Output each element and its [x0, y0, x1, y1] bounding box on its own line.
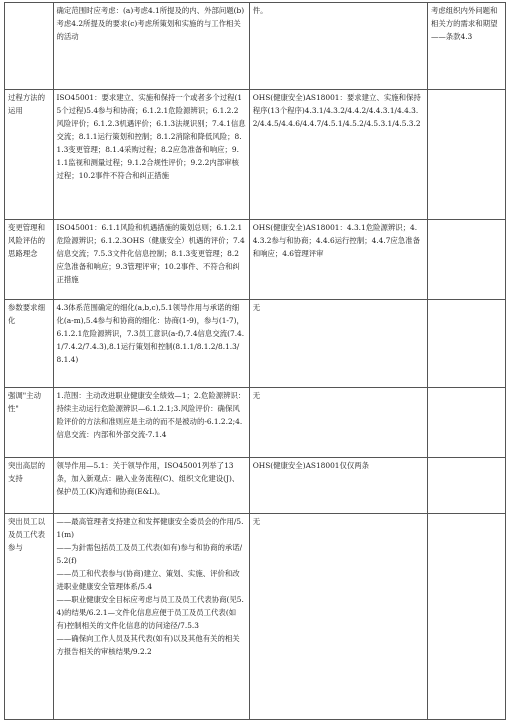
- ohsas18001-cell: 无: [249, 388, 427, 458]
- iso45001-text: ——最高管理者支持建立和发挥健康安全委员会的作用/5.1(m): [56, 517, 244, 539]
- iso45001-text: ——确保向工作人员及其代表(如有)以及其他有关的相关方报告相关的审核结果/9.2.2: [56, 634, 240, 656]
- notes-cell: [427, 458, 505, 514]
- iso45001-cell: [53, 388, 249, 458]
- ohsas18001-cell: 无: [249, 514, 427, 720]
- notes-cell: [427, 90, 505, 220]
- topic-cell: [5, 3, 54, 90]
- topic-cell: 变更管理和风险评估的思路理念: [5, 220, 54, 300]
- topic-cell: 突出员工以及员工代表参与: [5, 514, 54, 720]
- comparison-table: [4, 2, 506, 720]
- iso45001-cell: [53, 514, 249, 720]
- iso45001-text: 4.3体系范围确定的细化(a,b,c),5.1领导作用与承诺的细化(a-m),5.4参与和协商的细化：协商(1-9)，参与(1-7)，6.1.2.1危险源辨识，7.3员工意识(a-f),7.4信息交流(7.4.1/7.4.2/7.4.3),8.1运行策划和控制(8.1.1/8.1.2/8.1.3/8.1.4): [56, 303, 245, 364]
- ohsas18001-cell: OHS(健康安全)AS18001：要求建立、实施和保持程序(13个程序)4.3.1/4.3.2/4.4.2/4.4.3.1/4.4.3.2/4.4.5/4.4.6/4.4.7/4.5.1/4.5.2/4.5.3.1/4.5.3.2: [249, 90, 427, 220]
- iso45001-text: ——员工和代表参与(协商)建立、策划、实施、评价和改进职业健康安全管理体系/5.4: [56, 569, 240, 591]
- notes-cell: [427, 300, 505, 388]
- iso45001-text: ISO45001：要求建立、实施和保持一个或者多个过程(15个过程)5.4参与和协商；6.1.2.1危险源辨识；6.1.2.2风险评价；6.1.2.3机遇评价；6.1.3法规识别；7.4.1信息交流；8.1.1运行策划和控制；8.1.2消除和降低风险；8.1.3变更管理；8.1.4采购过程；8.2应急准备和响应；9.1.1监视和测量过程；9.1.2合规性评价；9.2.2内部审核过程；10.2事件不符合和纠正措施: [56, 93, 246, 180]
- iso45001-cell: [53, 90, 249, 220]
- ohsas18001-cell: 件。: [249, 3, 427, 90]
- topic-cell: 参数要求细化: [5, 300, 54, 388]
- notes-cell: [427, 514, 505, 720]
- iso45001-text: ——为針需包括员工及员工代表(如有)参与和协商的承诺/5.2(f): [56, 543, 243, 565]
- table-row: [5, 388, 506, 458]
- table-row: [5, 90, 506, 220]
- table-row: [5, 220, 506, 300]
- iso45001-cell: [53, 3, 249, 90]
- notes-cell: [427, 388, 505, 458]
- iso45001-text: 领导作用—5.1：关于领导作用，ISO45001列举了13条，加入新观点：融入业务流程(C)、组织文化建设(J)、保护员工(K)沟通和协商(E&L)。: [56, 461, 240, 496]
- topic-cell: 突出高层的支持: [5, 458, 54, 514]
- iso45001-text: 1.范围：主动改进职业健康安全绩效—1；2.危险源辨识：持续主动运行危险源辨识—6.1.2.1;3.风险评价：确保风险评价的方法和准则应是主动的而不是被动的-6.1.2.2;4.信息交流：内部和外部交流-7.1.4: [56, 391, 246, 439]
- topic-cell: 过程方法的运用: [5, 90, 54, 220]
- iso45001-text: 确定范围时应考虑：(a)考虑4.1所提及的内、外部问题(b)考虑4.2所提及的要求(c)考虑所策划和实施的与工作相关的活动: [56, 6, 245, 41]
- topic-cell: 强调"主动性": [5, 388, 54, 458]
- iso45001-text: ——职业健康安全目标应考虑与员工及员工代表协商(见5.4)的结果/6.2.1—文件化信息应便于员工及员工代表(如有)控制相关的文件化信息的访问途径/7.5.3: [56, 595, 244, 630]
- iso45001-cell: [53, 458, 249, 514]
- ohsas18001-cell: OHS(健康安全)AS18001仅仅两条: [249, 458, 427, 514]
- iso45001-text: ISO45001：6.1.1风险和机遇措施的策划总则；6.1.2.1危险源辨识；6.1.2.3OHS（健康安全）机遇的评价；7.4信息交流；7.5.3文件化信息控制；8.1.3变更管理；8.2应急准备和响应；9.3管理评审；10.2事件、不符合和纠正措施: [56, 223, 245, 284]
- iso45001-cell: [53, 300, 249, 388]
- iso45001-cell: [53, 220, 249, 300]
- table-row: [5, 514, 506, 720]
- notes-cell: [427, 220, 505, 300]
- table-row: [5, 3, 506, 90]
- ohsas18001-cell: OHS(健康安全)AS18001：4.3.1危险源辨识；4.4.3.2参与和协商；4.4.6运行控制；4.4.7应急准备和响应；4.6管理评审: [249, 220, 427, 300]
- ohsas18001-cell: 无: [249, 300, 427, 388]
- notes-cell: 考虑组织内外问题和相关方的需求和期望——条款4.3: [427, 3, 505, 90]
- table-row: [5, 300, 506, 388]
- table-row: [5, 458, 506, 514]
